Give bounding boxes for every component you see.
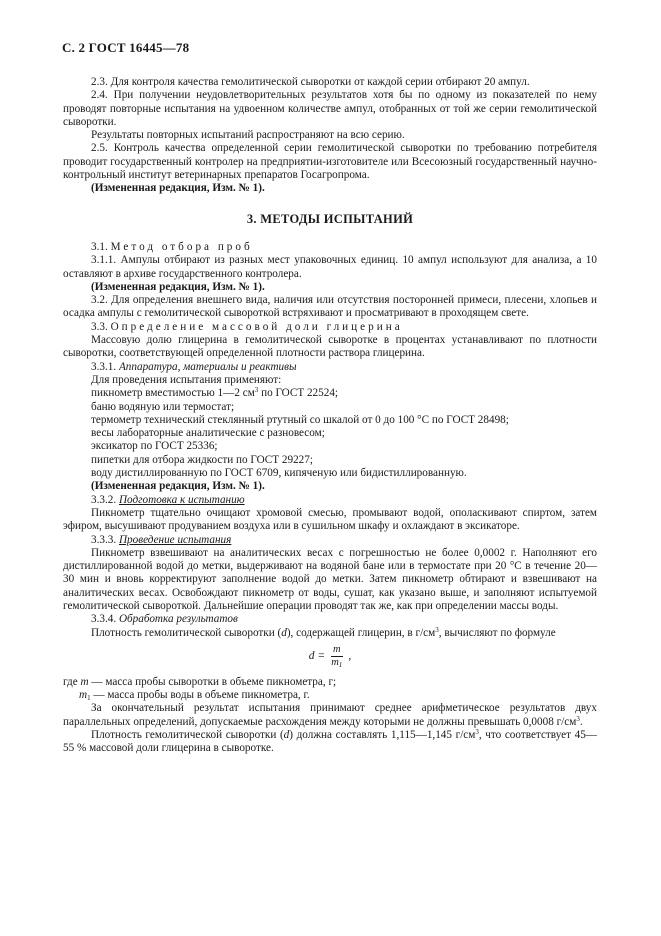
subscript: 1	[87, 694, 91, 703]
amendment-note: (Измененная редакция, Изм. № 1).	[91, 280, 265, 293]
text-run: ), содержащей глицерин, в г/см	[286, 626, 436, 639]
paragraph-3-3-2: Пикнометр тщательно очищают хромовой смесью, промывают водой, ополаскивают спиртом, затем эфиром, высушивают продуванием воздуха или в сушильном шкафу и охлаждают в эксикаторе.	[63, 506, 597, 533]
text-run: — масса пробы воды в объеме пикнометра, г.	[90, 689, 310, 702]
text-run: ) должна составлять 1,115—1,145 г/см	[289, 729, 476, 742]
paragraph-density-range	[63, 729, 597, 756]
heading-3-1	[63, 241, 597, 254]
heading-3-3-1-number: 3.3.1.	[91, 360, 117, 373]
paragraph-3-3-3: Пикнометр взвешивают на аналитических весах с погрешностью не более 0,0002 г. Наполняют его дистиллированной водой до метки, выдерживают на водяной бане или в термостате при 20 °С в течение 20—30 мин и вновь корректируют заполнение водой до метки. Затем пикнометр обтирают и взвешивают на аналитических весах. Освобождают пикнометр от воды, сушат, как указано выше, и заполняют испытуемой гемолитической сывороткой. Дальнейшие операции проводят так же, как при определении массы воды.	[63, 546, 597, 612]
formula-fraction	[331, 644, 343, 669]
superscript: 3	[576, 714, 580, 723]
heading-3-3-4	[63, 613, 597, 626]
paragraph-final-result	[63, 702, 597, 729]
superscript: 3	[475, 728, 479, 737]
text-run: Плотность гемолитической сыворотки (	[91, 626, 282, 639]
equipment-intro: Для проведения испытания применяют:	[91, 373, 282, 386]
equipment-item: пипетки для отбора жидкости по ГОСТ 29227;	[91, 453, 313, 466]
superscript: 3	[254, 386, 259, 395]
paragraph-3-3: Массовую долю глицерина в гемолитической сыворотке в процентах устанавливают по плотности сыворотки, соответствующей определенной плотности раствора глицерина.	[63, 334, 597, 360]
heading-3-3-2-title: Подготовка к испытанию	[118, 493, 245, 506]
formula-denominator	[331, 657, 343, 669]
heading-3-3-4-title: Обработка результатов	[118, 613, 238, 626]
equipment-item	[63, 387, 597, 400]
paragraph-2-4: 2.4. При получении неудовлетворительных результатов хотя бы по одному из показателей по нему проводят повторные испытания на удвоенном количестве ампул, отобранных от той же серии гемолитической сыворотки.	[63, 89, 597, 128]
heading-3-3-1-title: Аппаратура, материалы и реактивы	[118, 360, 297, 373]
text-run: , что соответствует 45—55 % массовой доли глицерина в сыворотке.	[63, 729, 597, 755]
heading-3-3-2	[63, 494, 597, 507]
formula-equals: =	[314, 650, 328, 663]
heading-3-1-number: 3.1.	[91, 240, 108, 253]
equipment-item: эксикатор по ГОСТ 25336;	[91, 440, 218, 453]
variable-d: d	[283, 729, 290, 742]
equipment-item: термометр технический стеклянный ртутный со шкалой от 0 до 100 °С по ГОСТ 28498;	[91, 413, 509, 426]
density-formula	[63, 644, 597, 672]
amendment-note: (Измененная редакция, Изм. № 1).	[91, 480, 265, 493]
subscript: 1	[338, 660, 343, 669]
heading-3-3-3-number: 3.3.3.	[91, 533, 117, 546]
text-run: Плотность гемолитической сыворотки (	[91, 729, 284, 742]
paragraph-2-5: 2.5. Контроль качества определенной серии гемолитической сыворотки по требованию потребителя проводит государственный контролер на предприятии-изготовителе или Всесоюзный государственный научно-контрольный институт ветеринарных препаратов Госагропрома.	[63, 142, 597, 182]
page-header: С. 2 ГОСТ 16445—78	[62, 40, 190, 55]
text-run: , вычисляют по формуле	[438, 626, 556, 639]
paragraph-3-1-1: 3.1.1. Ампулы отбирают из разных мест упаковочных единиц. 10 ампул используют для анализа, а 10 оставляют в архиве государственного контролера.	[63, 254, 597, 280]
heading-3-3-title: Определение массовой доли глицерина	[110, 320, 403, 333]
variable-m1: m	[79, 689, 88, 702]
equipment-item: воду дистиллированную по ГОСТ 6709, кипяченую или бидистиллированную.	[91, 467, 467, 480]
equipment-item: весы лабораторные аналитические с разновесом;	[91, 427, 325, 440]
equipment-item: баню водяную или термостат;	[91, 400, 235, 413]
formula-numerator: m	[332, 643, 341, 655]
document-body	[63, 76, 597, 756]
heading-3-3-2-number: 3.3.2.	[91, 493, 117, 506]
heading-3-3-4-number: 3.3.4.	[91, 613, 117, 626]
section-3-title: 3. МЕТОДЫ ИСПЫТАНИЙ	[246, 211, 414, 226]
paragraph-3-2: 3.2. Для определения внешнего вида, наличия или отсутствия посторонней примеси, плесени, хлопьев и осадка ампулы с гемолитической сывороткой встряхивают и просматривают в проходящем свете.	[63, 294, 597, 320]
formula-lhs: d	[308, 650, 315, 663]
heading-3-1-title: Метод отбора проб	[110, 240, 253, 253]
heading-3-3-3-title: Проведение испытания	[118, 533, 232, 546]
equipment-item-text: по ГОСТ 22524;	[258, 387, 339, 400]
amendment-note: (Измененная редакция, Изм. № 1).	[91, 182, 265, 195]
text-run: .	[579, 715, 583, 728]
formula-tail: ,	[345, 650, 352, 663]
heading-3-3-number: 3.3.	[91, 320, 108, 333]
variable-m: m	[80, 675, 89, 688]
text-run: За окончательный результат испытания принимают среднее арифметическое результатов двух параллельных определений, допускаемые расхождения между которыми не должны превышать 0,0008 г/см	[63, 702, 597, 728]
heading-3-3-3	[63, 534, 597, 547]
heading-3-3	[63, 321, 597, 334]
text-run: где	[63, 675, 81, 688]
where-clause-m1	[63, 689, 597, 702]
formula-denominator-var: m	[331, 656, 339, 668]
heading-3-3-1	[63, 361, 597, 374]
variable-d: d	[281, 626, 287, 639]
text-run: — масса пробы сыворотки в объеме пикнометра, г;	[88, 675, 337, 688]
paragraph-repeat-results: Результаты повторных испытаний распространяют на всю серию.	[91, 129, 405, 142]
paragraph-3-3-4	[63, 627, 597, 640]
equipment-item-text: пикнометр вместимостью 1—2 см	[91, 387, 255, 400]
paragraph-2-3: 2.3. Для контроля качества гемолитической сыворотки от каждой серии отбирают 20 ампул.	[91, 76, 530, 88]
where-clause-m	[63, 676, 597, 689]
superscript: 3	[435, 625, 439, 634]
